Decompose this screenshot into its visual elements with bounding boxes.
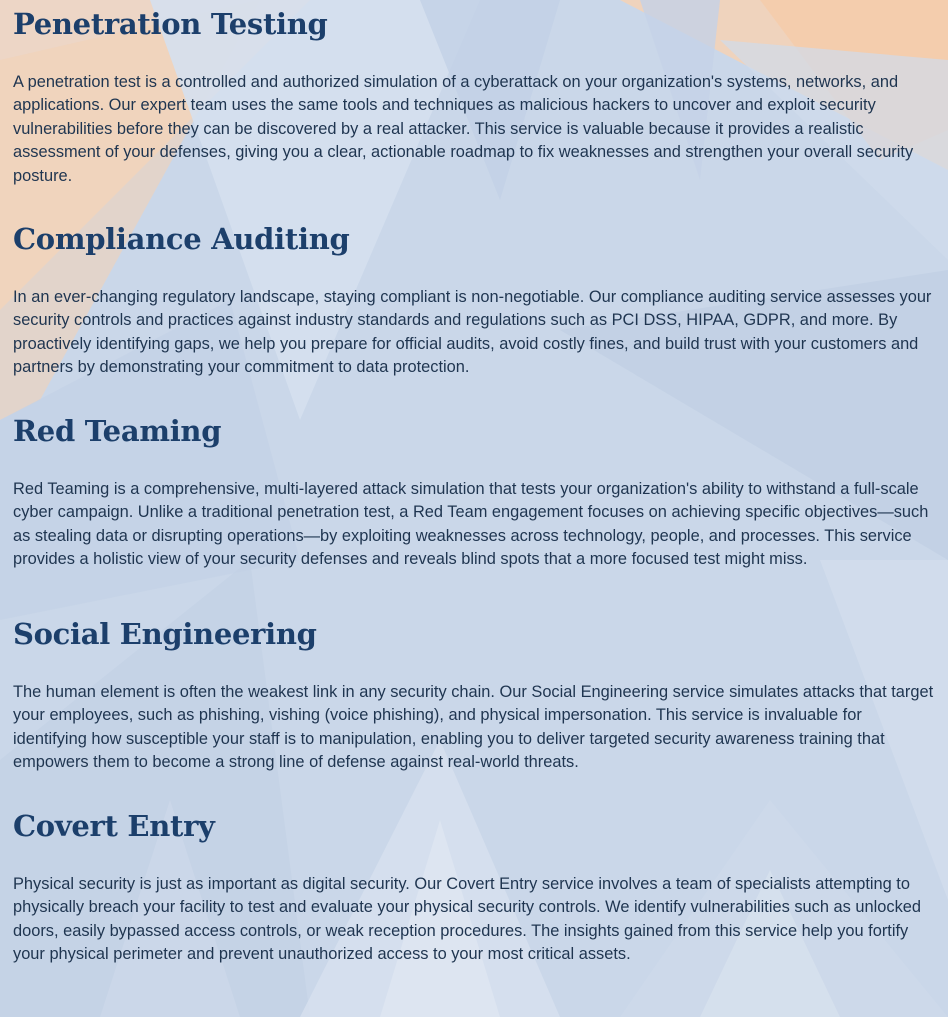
section-penetration-testing [13, 6, 935, 188]
section-title: Penetration Testing [13, 7, 328, 41]
section-red-teaming [13, 413, 935, 572]
section-title: Compliance Auditing [13, 222, 350, 256]
section-covert-entry [13, 808, 935, 967]
section-title: Covert Entry [13, 809, 215, 843]
section-compliance-auditing [13, 221, 935, 380]
section-description: Red Teaming is a comprehensive, multi-layered attack simulation that tests your organization's ability to withstand a full-scale cyber campaign. Unlike a traditional penetration test, a Red Team engagement focuses on achieving specific objectives—such as stealing data or disrupting operations—by exploiting weaknesses across technology, people, and processes. This service provides a holistic view of your security defenses and reveals blind spots that a more focused test might miss. [13, 480, 929, 569]
section-social-engineering [13, 616, 935, 775]
section-description: The human element is often the weakest link in any security chain. Our Social Engineering service simulates attacks that target your employees, such as phishing, vishing (voice phishing), and physical impersonation. This service is invaluable for identifying how susceptible your staff is to manipulation, enabling you to deliver targeted security awareness training that empowers them to become a strong line of defense against real-world threats. [13, 683, 934, 772]
section-description: A penetration test is a controlled and authorized simulation of a cyberattack on your organization's systems, networks, and applications. Our expert team uses the same tools and techniques as malicious hackers to uncover and exploit security vulnerabilities before they can be discovered by a real attacker. This service is valuable because it provides a realistic assessment of your defenses, giving you a clear, actionable roadmap to fix weaknesses and strengthen your overall security posture. [13, 73, 914, 185]
section-description: Physical security is just as important as digital security. Our Covert Entry service involves a team of specialists attempting to physically breach your facility to test and evaluate your physical security controls. We identify vulnerabilities such as unlocked doors, easily bypassed access controls, or weak reception procedures. The insights gained from this service help you fortify your physical perimeter and prevent unauthorized access to your most critical assets. [13, 875, 921, 964]
section-title: Social Engineering [13, 617, 317, 651]
section-title: Red Teaming [13, 414, 222, 448]
section-description: In an ever-changing regulatory landscape, staying compliant is non-negotiable. Our compliance auditing service assesses your security controls and practices against industry standards and regulations such as PCI DSS, HIPAA, GDPR, and more. By proactively identifying gaps, we help you prepare for official audits, avoid costly fines, and build trust with your customers and partners by demonstrating your commitment to data protection. [13, 288, 932, 377]
